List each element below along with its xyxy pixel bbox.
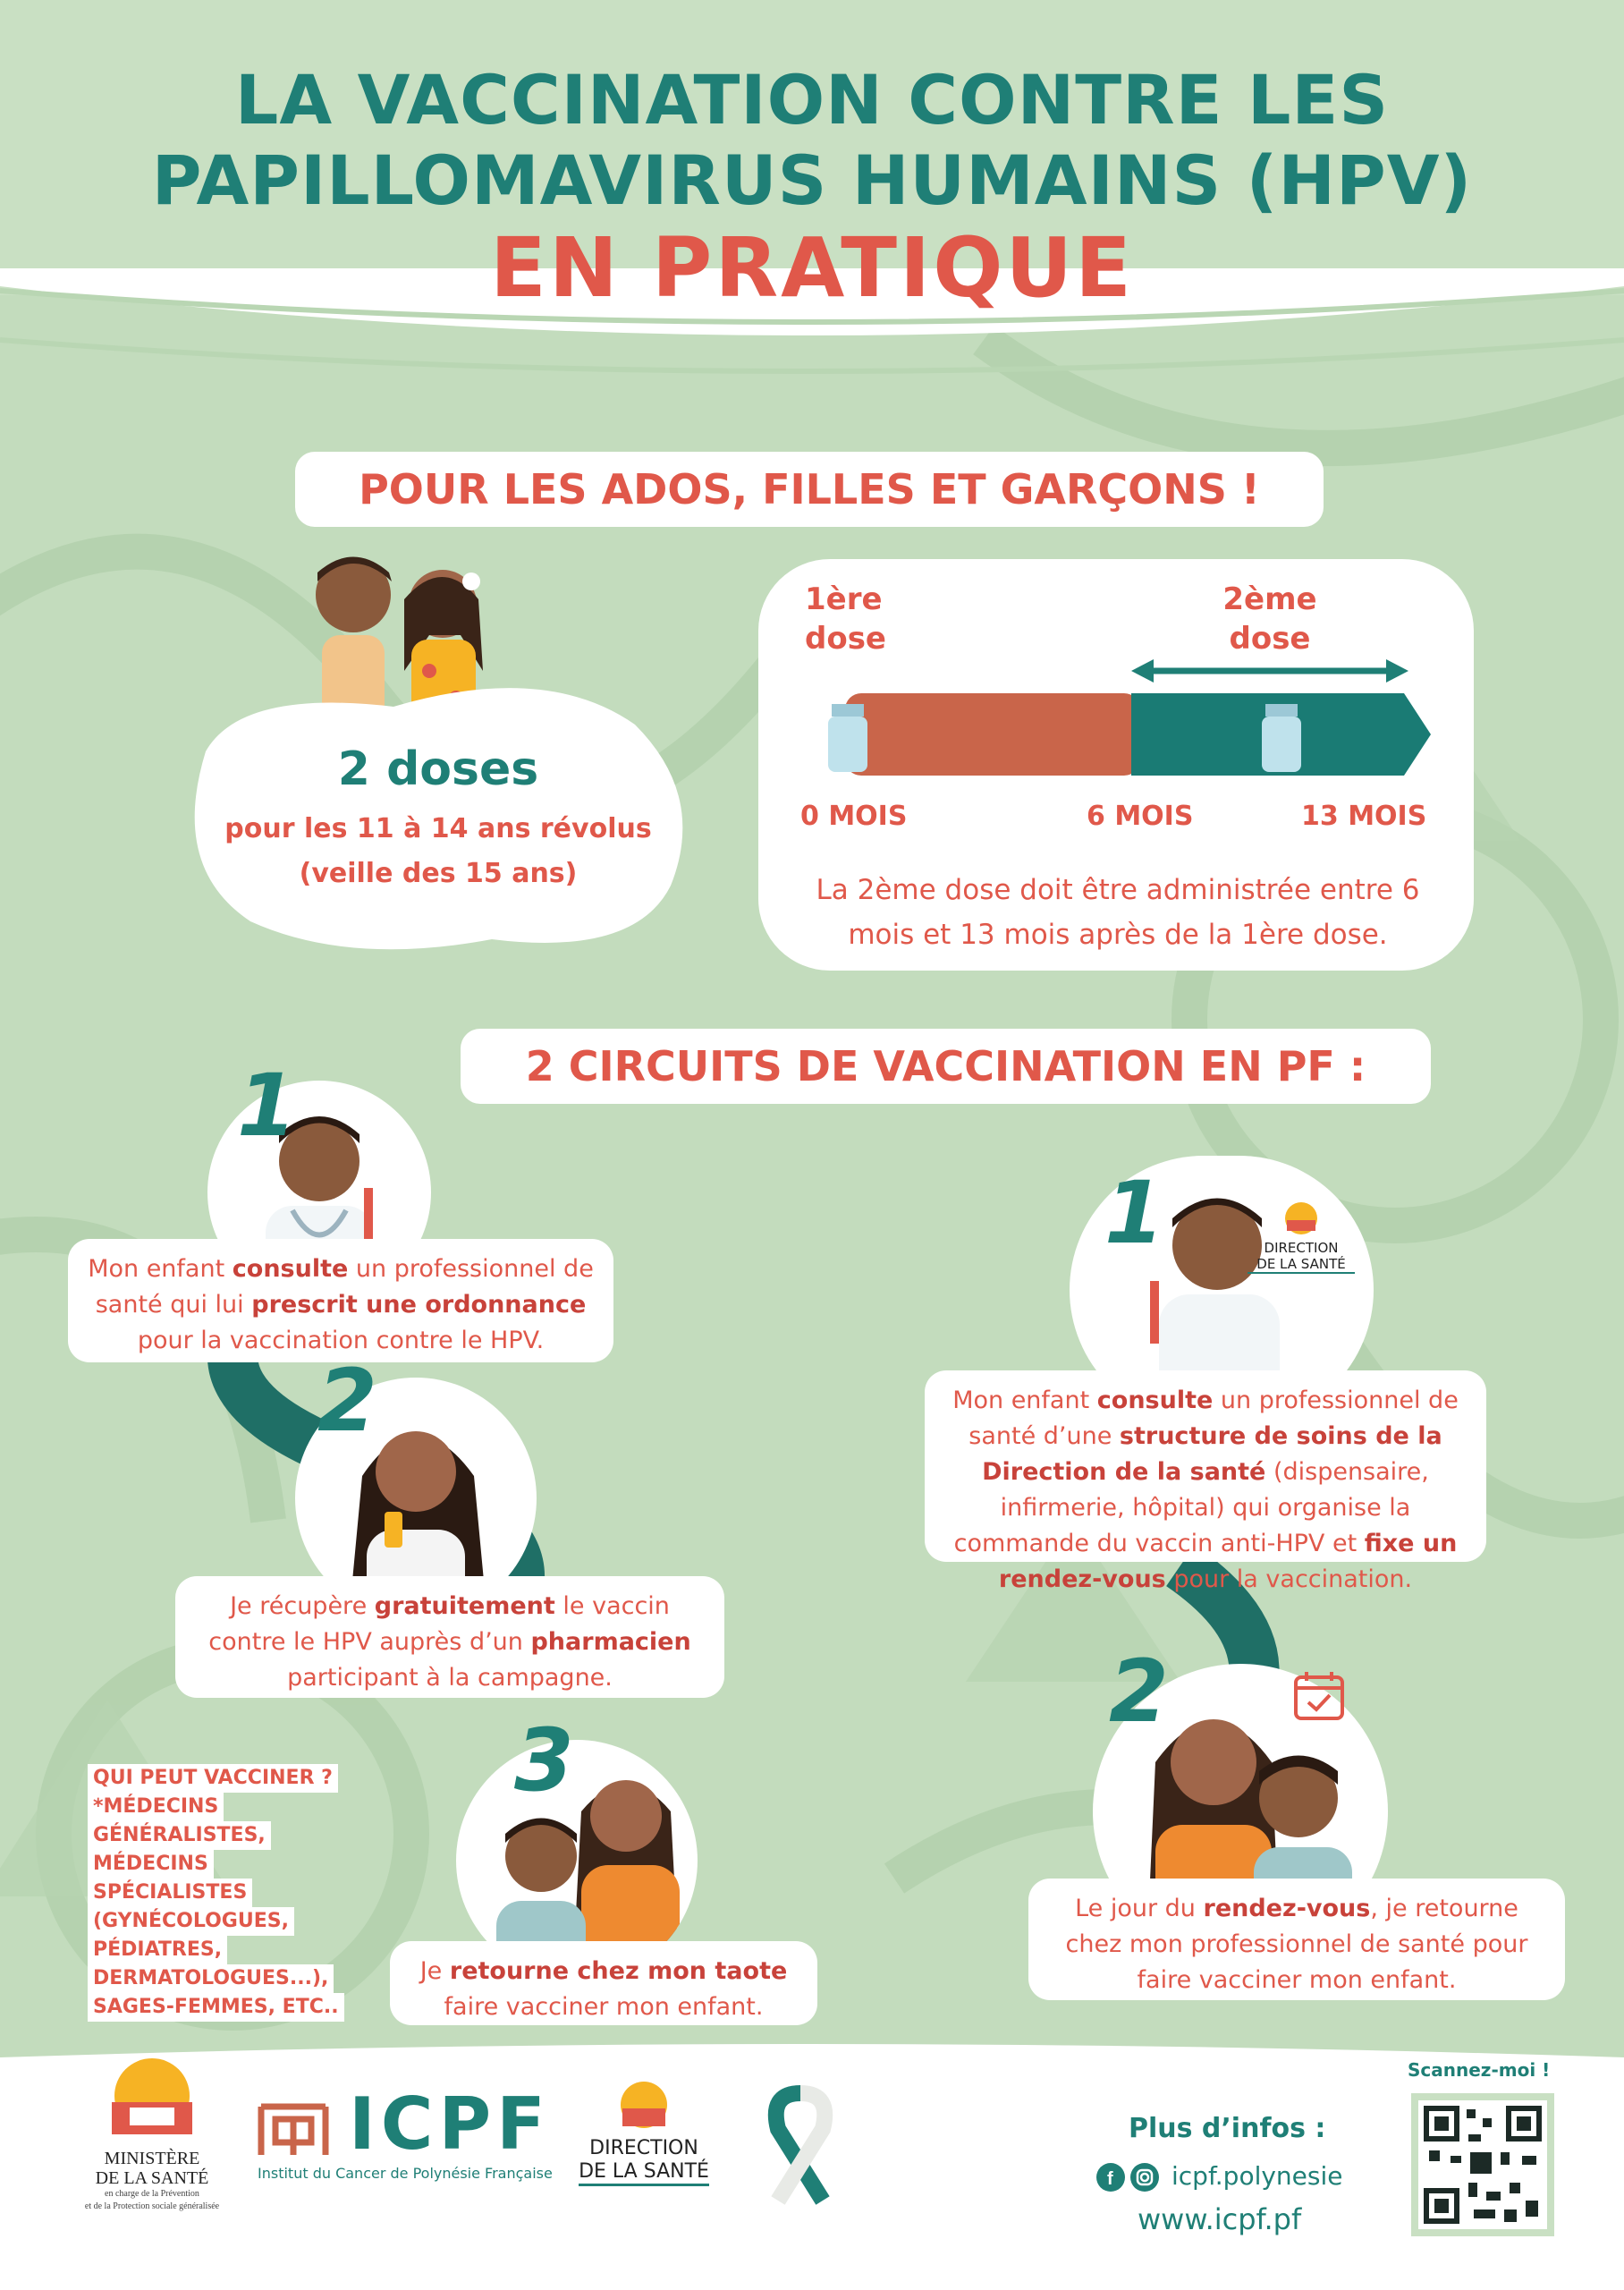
left-step2-card: Je récupère gratuitement le vaccin contre le HPV auprès d’un pharmacien participant à la campagne. bbox=[175, 1576, 724, 1698]
tick-13-mois: 13 MOIS bbox=[1301, 801, 1427, 832]
title-line-3: EN PRATIQUE bbox=[490, 220, 1134, 316]
ministere-logo: MINISTÈRE DE LA SANTÉ en charge de la Prévention et de la Protection sociale généralisée bbox=[63, 2056, 241, 2213]
dose2-label-1: 2ème bbox=[1222, 581, 1317, 617]
doses-subtitle-1: pour les 11 à 14 ans révolus bbox=[224, 813, 652, 844]
calendar-icon bbox=[1292, 1668, 1346, 1722]
left-step2-number: 2 bbox=[317, 1351, 377, 1451]
dose1-label-1: 1ère bbox=[805, 581, 883, 617]
doses-subtitle-2: (veille des 15 ans) bbox=[299, 858, 578, 889]
facebook-icon[interactable] bbox=[1096, 2163, 1125, 2195]
title-line-1: LA VACCINATION CONTRE LES bbox=[234, 60, 1390, 140]
direction-sante-logo: DIRECTION DE LA SANTÉ bbox=[572, 2080, 715, 2186]
social-handle[interactable]: icpf.polynesie bbox=[1171, 2161, 1343, 2191]
timeline-note-1: La 2ème dose doit être administrée entre 6 bbox=[816, 874, 1420, 906]
right-step1-card: Mon enfant consulte un professionnel de santé d’une structure de soins de la Direction de la santé (dispensaire, infirmerie, hôpital) qui organise la commande du vaccin anti-HPV et fixe un rendez-vous pour la vaccination. bbox=[925, 1370, 1486, 1562]
svg-text:f: f bbox=[1107, 2169, 1113, 2189]
left-step1-card: Mon enfant consulte un professionnel de santé qui lui prescrit une ordonnance pour la vaccination contre le HPV. bbox=[68, 1239, 613, 1362]
dose2-label-2: dose bbox=[1229, 621, 1311, 657]
tick-6-mois: 6 MOIS bbox=[1087, 801, 1194, 832]
icpf-subtitle: Institut du Cancer de Polynésie Française bbox=[258, 2165, 553, 2182]
ribbon-icon bbox=[751, 2084, 850, 2209]
section2-heading: 2 CIRCUITS DE VACCINATION EN PF : bbox=[461, 1029, 1431, 1104]
timeline-bar bbox=[805, 657, 1449, 783]
right-step2-number: 2 bbox=[1109, 1641, 1169, 1742]
left-step3-number: 3 bbox=[514, 1710, 574, 1811]
instagram-icon[interactable] bbox=[1130, 2163, 1159, 2195]
timeline-note-2: mois et 13 mois après de la 1ère dose. bbox=[848, 919, 1388, 951]
direction-sante-badge: DIRECTION DE LA SANTÉ bbox=[1248, 1200, 1355, 1274]
section1-heading: POUR LES ADOS, FILLES ET GARÇONS ! bbox=[295, 452, 1324, 527]
polynesia-emblem-icon bbox=[103, 2056, 201, 2145]
right-step1-number: 1 bbox=[1104, 1163, 1164, 1263]
qr-code[interactable] bbox=[1411, 2093, 1554, 2236]
tick-0-mois: 0 MOIS bbox=[800, 801, 908, 832]
website-link[interactable]: www.icpf.pf bbox=[1138, 2202, 1302, 2236]
polynesia-emblem-icon bbox=[1283, 1200, 1319, 1236]
icpf-wordmark: ICPF bbox=[349, 2082, 551, 2166]
icpf-logo-icon bbox=[258, 2098, 329, 2160]
vial-icon bbox=[828, 704, 867, 772]
left-step3-card: Je retourne chez mon taote faire vacciner mon enfant. bbox=[390, 1941, 817, 2025]
doses-title: 2 doses bbox=[337, 742, 539, 796]
scan-label: Scannez-moi ! bbox=[1408, 2059, 1551, 2081]
polynesia-emblem-icon bbox=[617, 2080, 671, 2133]
title-line-2: PAPILLOMAVIRUS HUMAINS (HPV) bbox=[151, 140, 1473, 220]
who-can-vaccinate: QUI PEUT VACCINER ? *MÉDECINS GÉNÉRALISTES, MÉDECINS SPÉCIALISTES (GYNÉCOLOGUES, PÉDIATRES, DERMATOLOGUES...), SAGES-FEMMES, ETC.. bbox=[88, 1764, 356, 2022]
left-step1-number: 1 bbox=[237, 1056, 297, 1156]
dose1-label-2: dose bbox=[805, 621, 886, 657]
right-step2-card: Le jour du rendez-vous, je retourne chez mon professionnel de santé pour faire vacciner mon enfant. bbox=[1028, 1879, 1565, 2000]
plus-infos: Plus d’infos : bbox=[1129, 2113, 1326, 2144]
